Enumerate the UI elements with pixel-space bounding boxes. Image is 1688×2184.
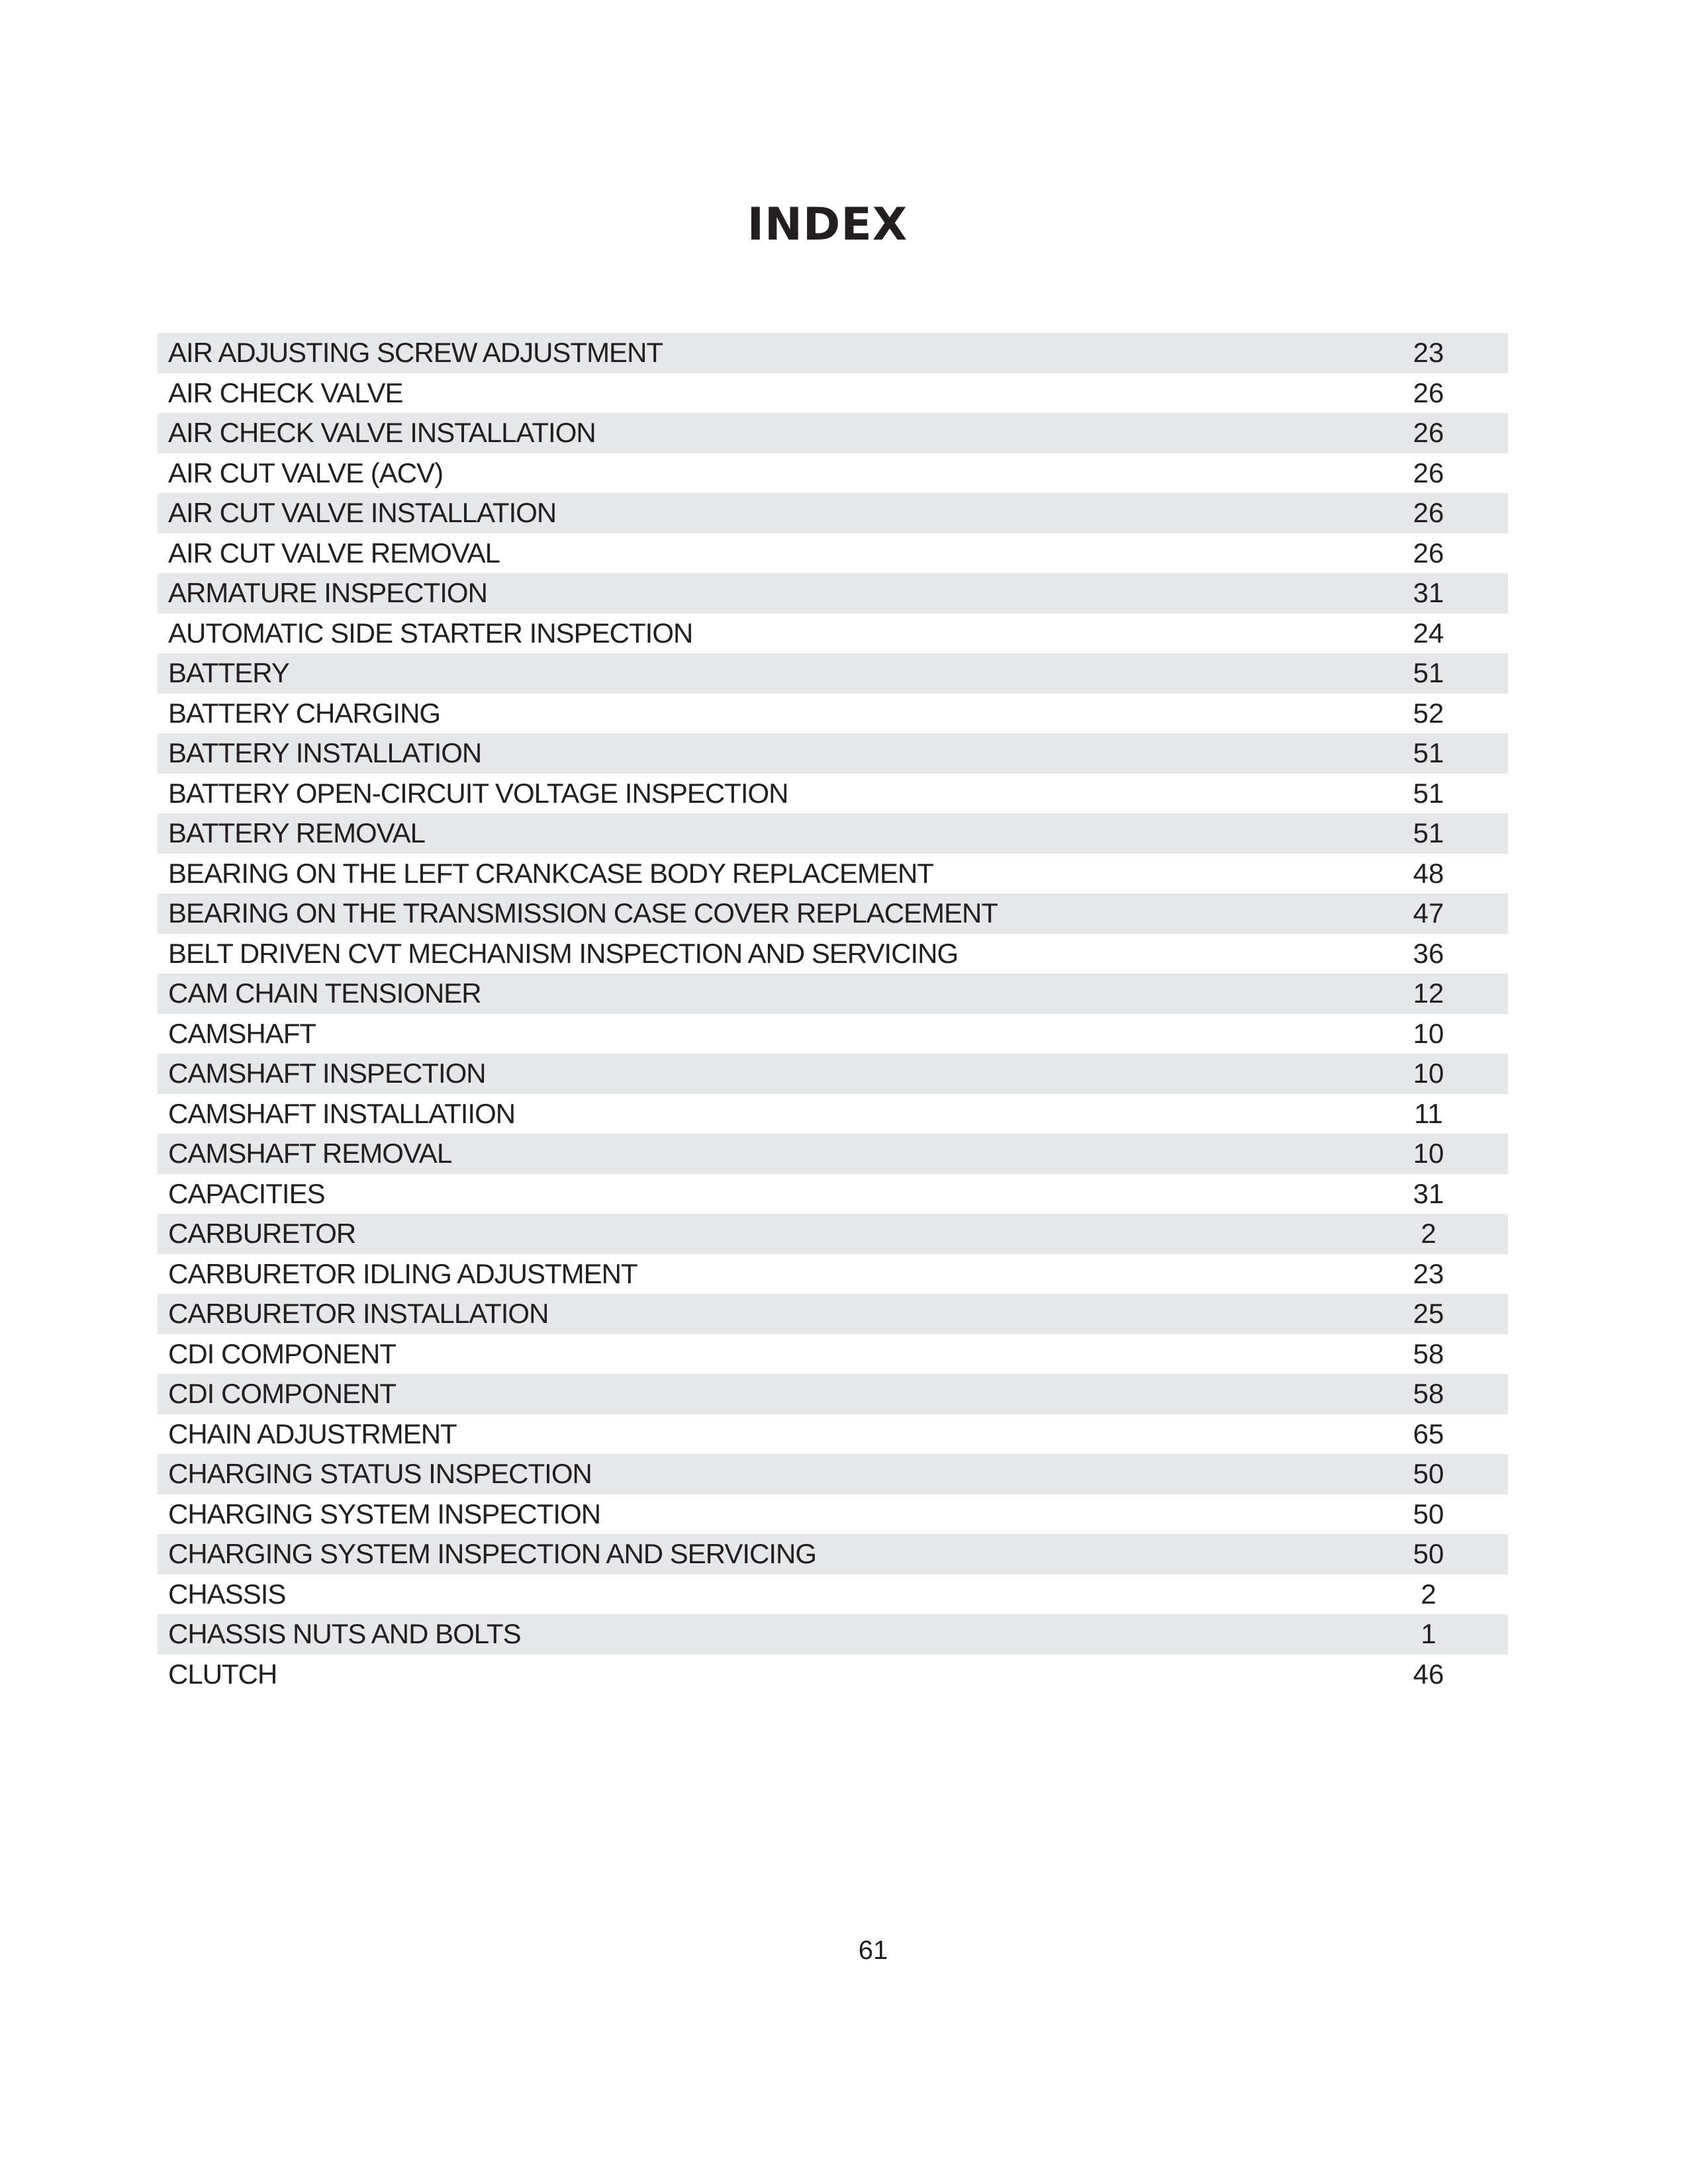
index-entry-topic: CHARGING SYSTEM INSPECTION AND SERVICING	[168, 1538, 817, 1570]
index-row	[158, 1054, 1508, 1094]
index-entry-page: 51	[1413, 817, 1444, 849]
index-entry-page: 58	[1413, 1378, 1444, 1410]
index-row	[158, 1414, 1508, 1455]
index-entry-page: 12	[1413, 978, 1444, 1009]
index-row	[158, 813, 1508, 854]
index-entry-page: 10	[1413, 1017, 1444, 1049]
index-row	[158, 493, 1508, 533]
index-row	[158, 1574, 1508, 1615]
index-entry-page: 26	[1413, 537, 1444, 569]
index-row	[158, 1534, 1508, 1574]
index-entry-page: 36	[1413, 937, 1444, 969]
index-row	[158, 974, 1508, 1014]
index-entry-topic: AIR CUT VALVE (ACV)	[168, 457, 444, 488]
index-row	[158, 453, 1508, 494]
index-entry-topic: CHAIN ADJUSTRMENT	[168, 1418, 457, 1449]
index-entry-page: 23	[1413, 1257, 1444, 1289]
index-entry-topic: AIR CHECK VALVE INSTALLATION	[168, 417, 596, 449]
index-row	[158, 373, 1508, 414]
index-entry-topic: AIR ADJUSTING SCREW ADJUSTMENT	[168, 337, 663, 369]
index-entry-page: 50	[1413, 1498, 1444, 1529]
index-row	[158, 1214, 1508, 1254]
index-entry-topic: CHASSIS	[168, 1578, 286, 1610]
index-entry-topic: AIR CHECK VALVE	[168, 377, 403, 408]
index-row	[158, 653, 1508, 694]
index-entry-page: 10	[1413, 1138, 1444, 1169]
index-entry-topic: BEARING ON THE LEFT CRANKCASE BODY REPLACEMENT	[168, 857, 933, 889]
index-row	[158, 1094, 1508, 1134]
index-row	[158, 533, 1508, 574]
index-entry-topic: BELT DRIVEN CVT MECHANISM INSPECTION AND SERVICING	[168, 937, 959, 969]
index-entry-topic: CDI COMPONENT	[168, 1378, 396, 1410]
index-entry-topic: CAM CHAIN TENSIONER	[168, 978, 481, 1009]
index-entry-topic: CARBURETOR INSTALLATION	[168, 1298, 549, 1330]
index-entry-page: 51	[1413, 777, 1444, 809]
index-entry-page: 48	[1413, 857, 1444, 889]
index-row	[158, 1614, 1508, 1655]
index-entry-page: 24	[1413, 617, 1444, 649]
index-entry-topic: CAMSHAFT INSTALLATIION	[168, 1097, 516, 1129]
index-entry-page: 50	[1413, 1538, 1444, 1570]
index-entry-topic: CHASSIS NUTS AND BOLTS	[168, 1618, 521, 1650]
index-entry-page: 46	[1413, 1658, 1444, 1690]
index-row	[158, 1454, 1508, 1494]
index-entry-topic: CARBURETOR IDLING ADJUSTMENT	[168, 1257, 637, 1289]
index-entry-topic: BATTERY INSTALLATION	[168, 737, 482, 769]
index-row	[158, 413, 1508, 453]
index-entry-topic: BEARING ON THE TRANSMISSION CASE COVER REPLACEMENT	[168, 897, 998, 929]
index-entry-topic: BATTERY OPEN-CIRCUIT VOLTAGE INSPECTION	[168, 777, 788, 809]
index-entry-topic: CARBURETOR	[168, 1218, 356, 1250]
index-entry-topic: AIR CUT VALVE REMOVAL	[168, 537, 500, 569]
index-entry-topic: BATTERY REMOVAL	[168, 817, 425, 849]
page-title: INDEX	[747, 199, 908, 251]
index-row	[158, 854, 1508, 894]
index-entry-page: 23	[1413, 337, 1444, 369]
index-entry-topic: CAMSHAFT REMOVAL	[168, 1138, 452, 1169]
index-row	[158, 1014, 1508, 1054]
index-entry-topic: AIR CUT VALVE INSTALLATION	[168, 497, 557, 529]
index-entry-topic: BATTERY	[168, 657, 289, 689]
index-row	[158, 774, 1508, 814]
index-row	[158, 1494, 1508, 1535]
index-entry-topic: BATTERY CHARGING	[168, 697, 441, 729]
index-entry-page: 31	[1413, 577, 1444, 609]
index-entry-page: 26	[1413, 377, 1444, 408]
index-entry-topic: CAMSHAFT	[168, 1017, 316, 1049]
index-entry-page: 2	[1421, 1578, 1436, 1610]
index-entry-page: 51	[1413, 737, 1444, 769]
index-row	[158, 333, 1508, 373]
index-row	[158, 694, 1508, 734]
index-row	[158, 573, 1508, 614]
index-entry-page: 50	[1413, 1458, 1444, 1490]
index-entry-topic: ARMATURE INSPECTION	[168, 577, 487, 609]
page-number: 61	[858, 1936, 888, 1965]
index-row	[158, 1254, 1508, 1295]
index-entry-topic: CLUTCH	[168, 1658, 277, 1690]
index-entry-page: 1	[1421, 1618, 1436, 1650]
index-entry-page: 2	[1421, 1218, 1436, 1250]
index-entry-topic: CHARGING SYSTEM INSPECTION	[168, 1498, 601, 1529]
index-row	[158, 733, 1508, 774]
index-entry-page: 47	[1413, 897, 1444, 929]
index-entry-page: 31	[1413, 1177, 1444, 1209]
index-entry-topic: CAPACITIES	[168, 1177, 325, 1209]
index-row	[158, 1374, 1508, 1414]
index-entry-page: 10	[1413, 1058, 1444, 1089]
index-table	[158, 333, 1508, 1694]
index-entry-page: 65	[1413, 1418, 1444, 1449]
index-entry-page: 11	[1414, 1097, 1443, 1129]
index-row	[158, 893, 1508, 934]
index-entry-topic: CAMSHAFT INSPECTION	[168, 1058, 486, 1089]
index-entry-topic: CDI COMPONENT	[168, 1338, 396, 1369]
index-entry-page: 26	[1413, 457, 1444, 488]
index-entry-page: 52	[1413, 697, 1444, 729]
index-row	[158, 1334, 1508, 1375]
index-row	[158, 1134, 1508, 1174]
index-entry-topic: AUTOMATIC SIDE STARTER INSPECTION	[168, 617, 693, 649]
index-entry-page: 25	[1413, 1298, 1444, 1330]
index-row	[158, 1294, 1508, 1334]
index-row	[158, 1174, 1508, 1214]
index-entry-page: 26	[1413, 497, 1444, 529]
index-row	[158, 1655, 1508, 1695]
index-entry-page: 58	[1413, 1338, 1444, 1369]
index-row	[158, 934, 1508, 974]
index-row	[158, 614, 1508, 654]
index-entry-page: 51	[1413, 657, 1444, 689]
index-entry-page: 26	[1413, 417, 1444, 449]
index-entry-topic: CHARGING STATUS INSPECTION	[168, 1458, 592, 1490]
